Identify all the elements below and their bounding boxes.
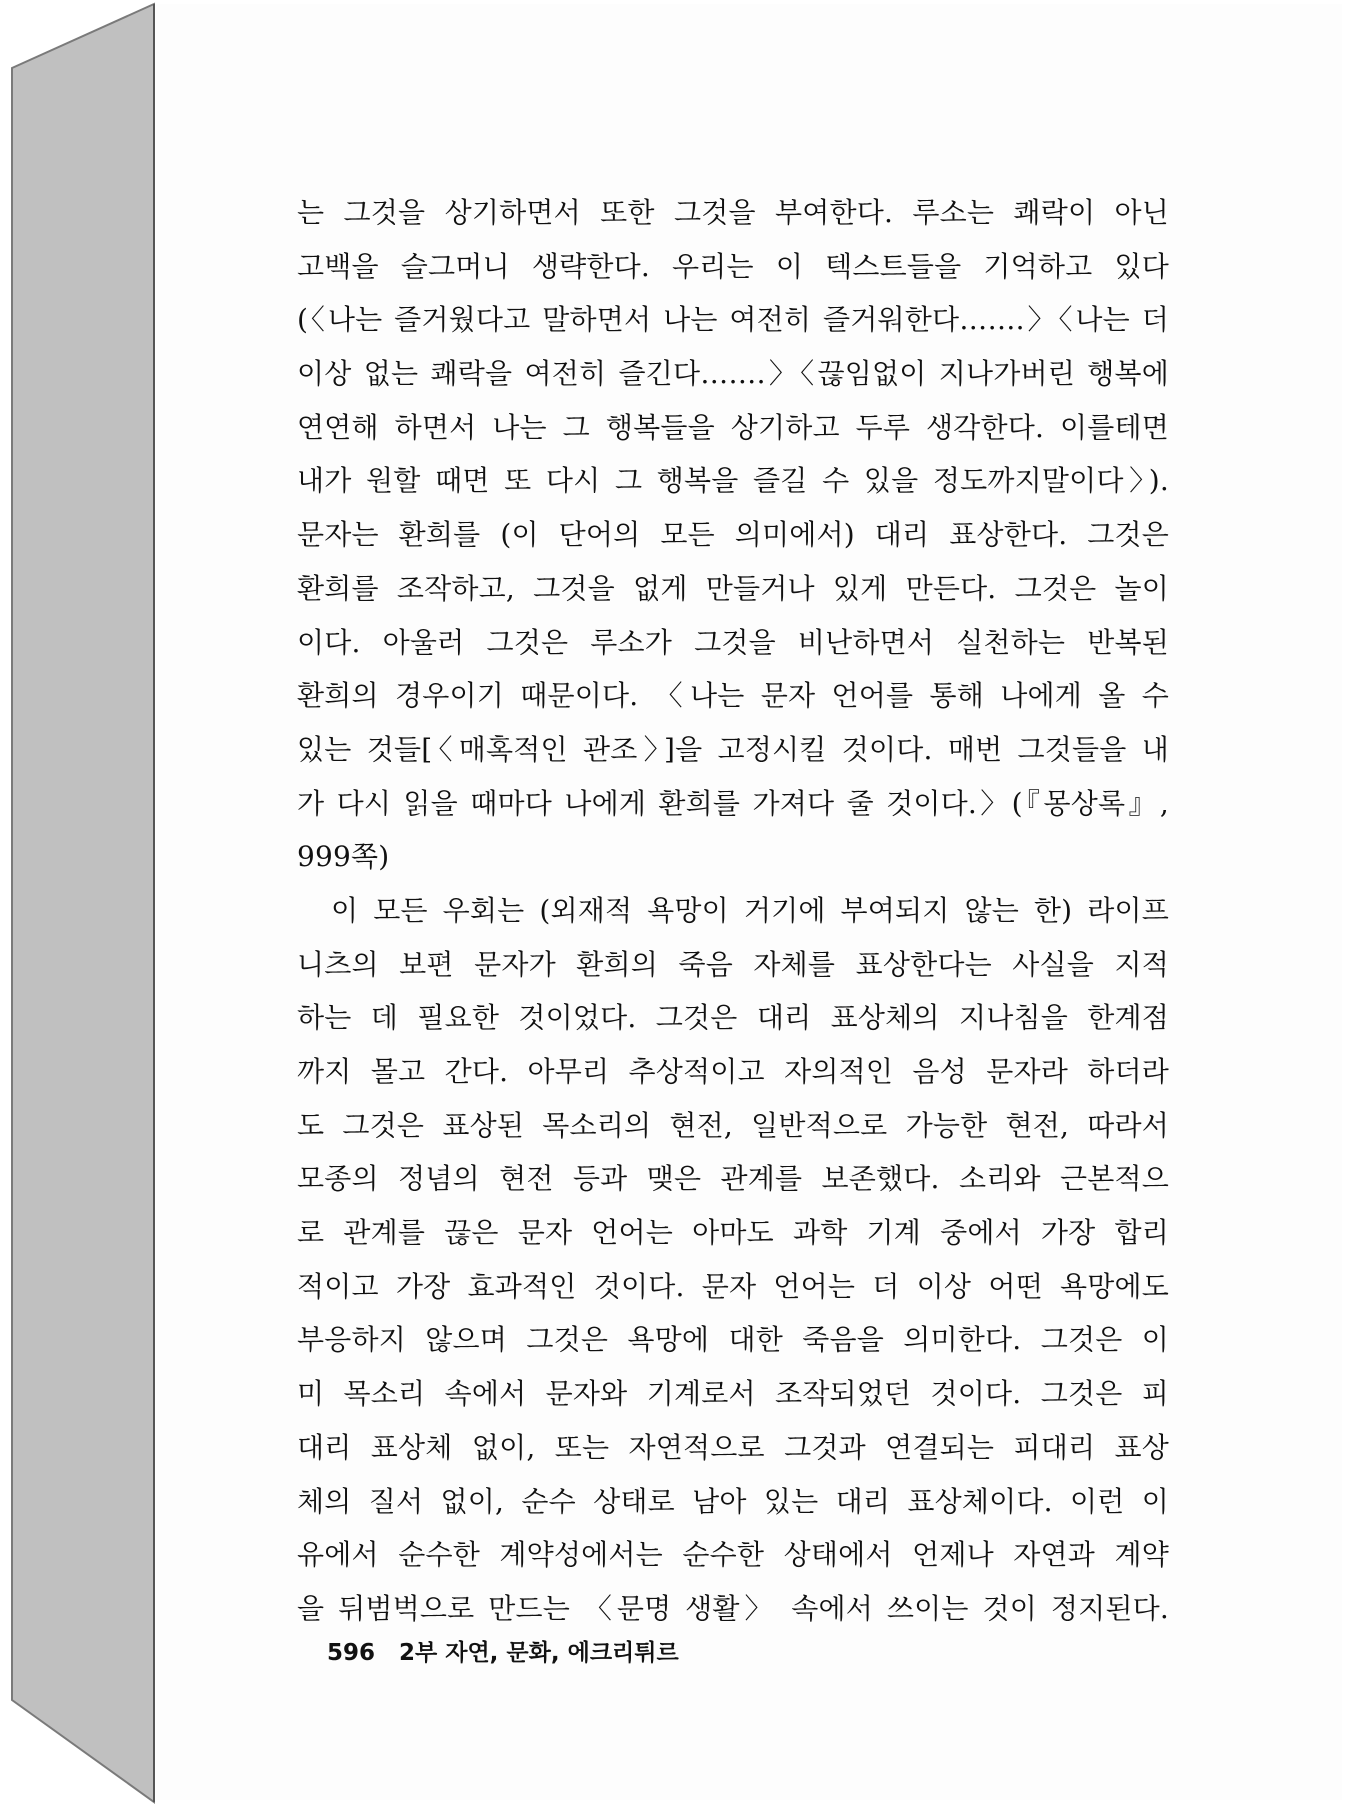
text-line: 부응하지 않으며 그것은 욕망에 대한 죽음을 의미한다. 그것은 이	[297, 1323, 1169, 1357]
page-number: 596	[327, 1640, 376, 1666]
text-line: 로 관계를 끊은 문자 언어는 아마도 과학 기계 중에서 가장 합리	[297, 1216, 1169, 1250]
text-line: 니츠의 보편 문자가 환희의 죽음 자체를 표상한다는 사실을 지적	[297, 947, 1169, 981]
text-line: 유에서 순수한 계약성에서는 순수한 상태에서 언제나 자연과 계약	[297, 1538, 1169, 1572]
text-line: 모종의 정념의 현전 등과 맺은 관계를 보존했다. 소리와 근본적으	[297, 1162, 1169, 1196]
text-line: 미 목소리 속에서 문자와 기계로서 조작되었던 것이다. 그것은 피	[297, 1377, 1169, 1411]
text-line: 대리 표상체 없이, 또는 자연적으로 그것과 연결되는 피대리 표상	[297, 1430, 1169, 1464]
page-footer	[327, 1634, 679, 1667]
text-line: 을 뒤범벅으로 만드는 〈문명 생활〉 속에서 쓰이는 것이 정지된다.	[297, 1591, 1169, 1625]
text-line: 는 그것을 상기하면서 또한 그것을 부여한다. 루소는 쾌락이 아닌	[297, 196, 1169, 229]
text-line: 이다. 아울러 그것은 루소가 그것을 비난하면서 실천하는 반복된	[297, 625, 1169, 659]
text-line: 환희를 조작하고, 그것을 없게 만들거나 있게 만든다. 그것은 놀이	[297, 571, 1169, 605]
text-line: 하는 데 필요한 것이었다. 그것은 대리 표상체의 지나침을 한계점	[297, 1001, 1169, 1035]
text-line: 환희의 경우이기 때문이다. 〈나는 문자 언어를 통해 나에게 올 수	[297, 679, 1169, 713]
running-title: 2부 자연, 문화, 에크리튀르	[399, 1640, 679, 1666]
text-line: 가 다시 읽을 때마다 나에게 환희를 가져다 줄 것이다.〉(『몽상록』,	[297, 786, 1169, 820]
text-line: 999쪽)	[297, 840, 390, 874]
page-body-text	[297, 186, 1169, 1636]
text-line: 이상 없는 쾌락을 여전히 즐긴다…….〉〈끊임없이 지나가버린 행복에	[297, 357, 1169, 391]
text-line: 까지 몰고 간다. 아무리 추상적이고 자의적인 음성 문자라 하더라	[297, 1055, 1169, 1088]
text-line: 있는 것들[〈매혹적인 관조〉]을 고정시킬 것이다. 매번 그것들을 내	[297, 732, 1169, 766]
text-line: 체의 질서 없이, 순수 상태로 남아 있는 대리 표상체이다. 이런 이	[297, 1484, 1169, 1518]
text-line: 도 그것은 표상된 목소리의 현전, 일반적으로 가능한 현전, 따라서	[297, 1108, 1169, 1142]
text-line: 문자는 환희를 (이 단어의 모든 의미에서) 대리 표상한다. 그것은	[297, 518, 1169, 552]
text-line: 연연해 하면서 나는 그 행복들을 상기하고 두루 생각한다. 이를테면	[297, 410, 1169, 444]
text-line: 적이고 가장 효과적인 것이다. 문자 언어는 더 이상 어떤 욕망에도	[297, 1269, 1169, 1303]
text-line: 고백을 슬그머니 생략한다. 우리는 이 텍스트들을 기억하고 있다	[297, 249, 1169, 283]
text-line: (〈나는 즐거웠다고 말하면서 나는 여전히 즐거워한다…….〉〈나는 더	[297, 303, 1169, 337]
text-line: 내가 원할 때면 또 다시 그 행복을 즐길 수 있을 정도까지말이다〉).	[297, 464, 1169, 498]
text-line: 이 모든 우회는 (외재적 욕망이 거기에 부여되지 않는 한) 라이프	[331, 893, 1169, 927]
